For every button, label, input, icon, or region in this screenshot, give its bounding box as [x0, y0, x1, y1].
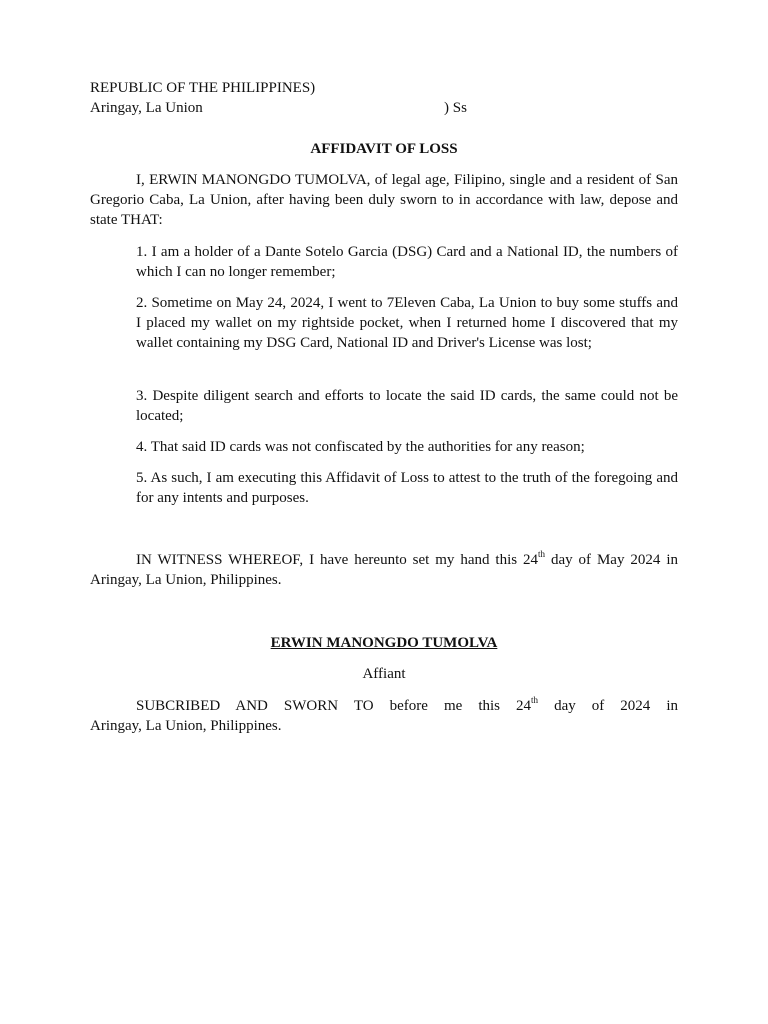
document-title: AFFIDAVIT OF LOSS	[310, 141, 458, 157]
venue-text: Aringay, La Union	[90, 100, 203, 116]
witness-paragraph	[90, 550, 678, 590]
jurat-line-2: Aringay, La Union, Philippines.	[90, 718, 282, 734]
affiant-role: Affiant	[362, 666, 406, 682]
statement-item-3: 3. Despite diligent search and efforts to locate the said ID cards, the same could not be located;	[136, 388, 678, 424]
intro-paragraph: I, ERWIN MANONGDO TUMOLVA, of legal age, Filipino, single and a resident of San Gregorio Caba, La Union, after having been duly sworn to in accordance with law, depose and state THAT:	[90, 172, 678, 228]
statement-item-4: 4. That said ID cards was not confiscated by the authorities for any reason;	[136, 439, 585, 455]
jurat-text-after: day of 2024 in	[538, 698, 679, 714]
ss-marker: ) Ss	[444, 100, 467, 116]
venue-line	[90, 98, 678, 118]
republic-line: REPUBLIC OF THE PHILIPPINES)	[90, 80, 316, 96]
jurat-text-before: SUBCRIBED AND SWORN TO before me this 24	[136, 698, 532, 714]
jurat-line-1	[90, 696, 678, 716]
affiant-name-text: ERWIN MANONGDO TUMOLVA	[270, 635, 498, 651]
witness-day-suffix: th	[538, 549, 546, 559]
witness-text-after: day of May 2024 in Aringay, La Union, Philippines.	[90, 552, 678, 588]
statement-item-5: 5. As such, I am executing this Affidavit of Loss to attest to the truth of the foregoing and for any intents and purposes.	[136, 470, 678, 506]
affiant-name	[90, 633, 678, 653]
statement-item-2: 2. Sometime on May 24, 2024, I went to 7Eleven Caba, La Union to buy some stuffs and I placed my wallet on my rightside pocket, when I returned home I discovered that my wallet containing my DSG Card, National ID and Driver's License was lost;	[136, 295, 678, 351]
witness-text-before: IN WITNESS WHEREOF, I have hereunto set my hand this 24	[136, 552, 539, 568]
statement-item-1: 1. I am a holder of a Dante Sotelo Garcia (DSG) Card and a National ID, the numbers of which I can no longer remember;	[136, 244, 678, 280]
jurat-day-suffix: th	[531, 695, 539, 705]
